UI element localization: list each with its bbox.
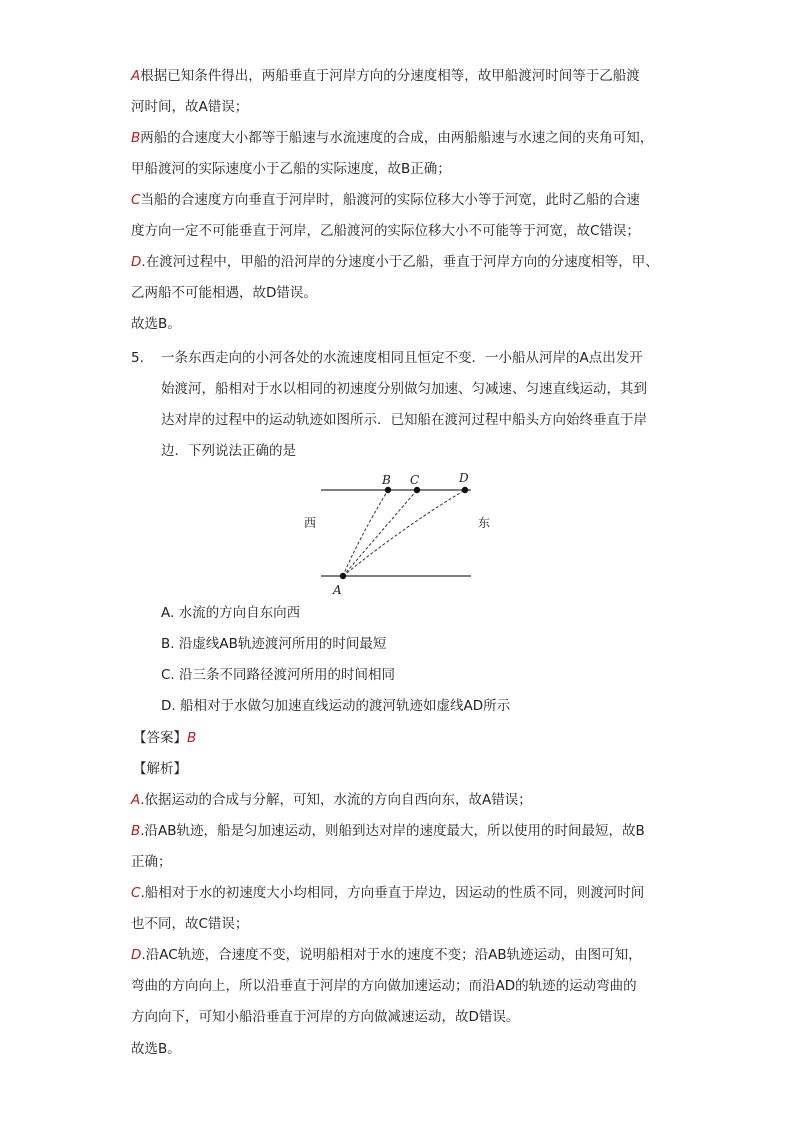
- option-letter: C: [131, 192, 141, 208]
- point-b-dot: [385, 487, 391, 493]
- analysis-line: [131, 852, 172, 872]
- label-point-c: C: [410, 473, 420, 487]
- question-stem-line: 边．下列说法正确的是: [161, 443, 296, 459]
- analysis-text: .沿AB轨迹，船是匀加速运动，则船到达对岸的速度最大，所以使用的时间最短，故B: [140, 823, 645, 839]
- label-point-a: A: [333, 583, 342, 597]
- option-letter: A: [131, 792, 141, 808]
- option-letter: B: [131, 823, 141, 839]
- option-b: B. 沿虚线AB轨迹渡河所用的时间最短: [161, 636, 387, 652]
- solution-text: 甲船渡河的实际速度小于乙船的实际速度，故B正确；: [131, 161, 451, 177]
- label-west: 西: [304, 516, 317, 530]
- trajectory-ab: [343, 490, 388, 576]
- analysis-text: .船相对于水的初速度大小均相同，方向垂直于岸边，因运动的性质不同，则渡河时间: [140, 885, 645, 901]
- analysis-line: [131, 976, 637, 996]
- option-letter: D: [131, 947, 142, 963]
- trajectory-ad: [343, 490, 465, 576]
- analysis-line: [131, 914, 248, 934]
- prev-solution-line: [131, 283, 317, 303]
- option-letter: A: [131, 68, 141, 84]
- prev-solution-line: [131, 190, 640, 210]
- prev-solution-line: [131, 97, 248, 117]
- option-letter: C: [131, 885, 141, 901]
- analysis-line: [131, 790, 532, 810]
- analysis-conclusion: 故选B。: [131, 1041, 181, 1057]
- solution-text: 河时间，故A错误；: [131, 99, 249, 115]
- solution-text: 度方向一定不可能垂直于河岸，乙船渡河的实际位移大小不可能等于河宽，故C错误；: [131, 223, 640, 239]
- analysis-text: 正确；: [131, 854, 172, 870]
- question-number: 5.: [131, 350, 144, 366]
- option-letter: B: [131, 130, 141, 146]
- point-a-dot: [340, 573, 346, 579]
- label-point-d: D: [459, 471, 469, 485]
- option-a: A. 水流的方向自东向西: [161, 605, 301, 621]
- analysis-text: .沿AC轨迹，合速度不变，说明船相对于水的速度不变；沿AB轨迹运动，由图可知，: [141, 947, 642, 963]
- label-east: 东: [478, 516, 491, 530]
- point-c-dot: [414, 487, 420, 493]
- solution-text: .在渡河过程中，甲船的沿河岸的分速度小于乙船，垂直于河岸方向的分速度相等，甲、: [141, 254, 659, 270]
- question-stem-line: 始渡河，船相对于水以相同的初速度分别做匀加速、匀减速、匀速直线运动，其到: [161, 381, 647, 397]
- answer-row: [133, 728, 196, 748]
- prev-solution-line: [131, 66, 640, 86]
- option-c: C. 沿三条不同路径渡河所用的时间相同: [161, 667, 396, 683]
- question-stem-line: 一条东西走向的小河各处的水流速度相同且恒定不变．一小船从河岸的A点出发开: [161, 350, 643, 366]
- question-stem-line: 达对岸的过程中的运动轨迹如图所示．已知船在渡河过程中船头方向始终垂直于岸: [161, 412, 647, 428]
- analysis-line: [131, 883, 644, 903]
- analysis-text: 方向向下，可知小船沿垂直于河岸的方向做减速运动，故D错误。: [131, 1009, 520, 1025]
- analysis-text: 也不同，故C错误；: [131, 916, 249, 932]
- prev-solution-line: [131, 159, 451, 179]
- answer-label: 【答案】: [133, 730, 187, 746]
- label-point-b: B: [382, 473, 391, 487]
- point-d-dot: [462, 487, 468, 493]
- prev-solution-line: [131, 221, 640, 241]
- solution-text: 根据已知条件得出，两船垂直于河岸方向的分速度相等，故甲船渡河时间等于乙船渡: [140, 68, 640, 84]
- analysis-text: 弯曲的方向向上，所以沿垂直于河岸的方向做加速运动；而沿AD的轨迹的运动弯曲的: [131, 978, 637, 994]
- prev-solution-line: [131, 128, 653, 148]
- analysis-line: [131, 821, 645, 841]
- solution-text: 当船的合速度方向垂直于河岸时，船渡河的实际位移大小等于河宽，此时乙船的合速: [140, 192, 640, 208]
- analysis-label: 【解析】: [133, 761, 187, 777]
- analysis-line: [131, 1007, 519, 1027]
- solution-text: 两船的合速度大小都等于船速与水流速度的合成，由两船船速与水速之间的夹角可知，: [140, 130, 654, 146]
- option-letter: D: [131, 254, 142, 270]
- answer-value: B: [187, 730, 197, 746]
- option-d: D. 船相对于水做匀加速直线运动的渡河轨迹如虚线AD所示: [161, 698, 511, 714]
- solution-text: 乙两船不可能相遇，故D错误。: [131, 285, 317, 301]
- prev-solution-conclusion: 故选B。: [131, 316, 181, 332]
- river-crossing-figure: [296, 470, 496, 600]
- analysis-text: .依据运动的合成与分解，可知，水流的方向自西向东，故A错误；: [140, 792, 532, 808]
- analysis-line: [131, 945, 642, 965]
- prev-solution-line: [131, 252, 659, 272]
